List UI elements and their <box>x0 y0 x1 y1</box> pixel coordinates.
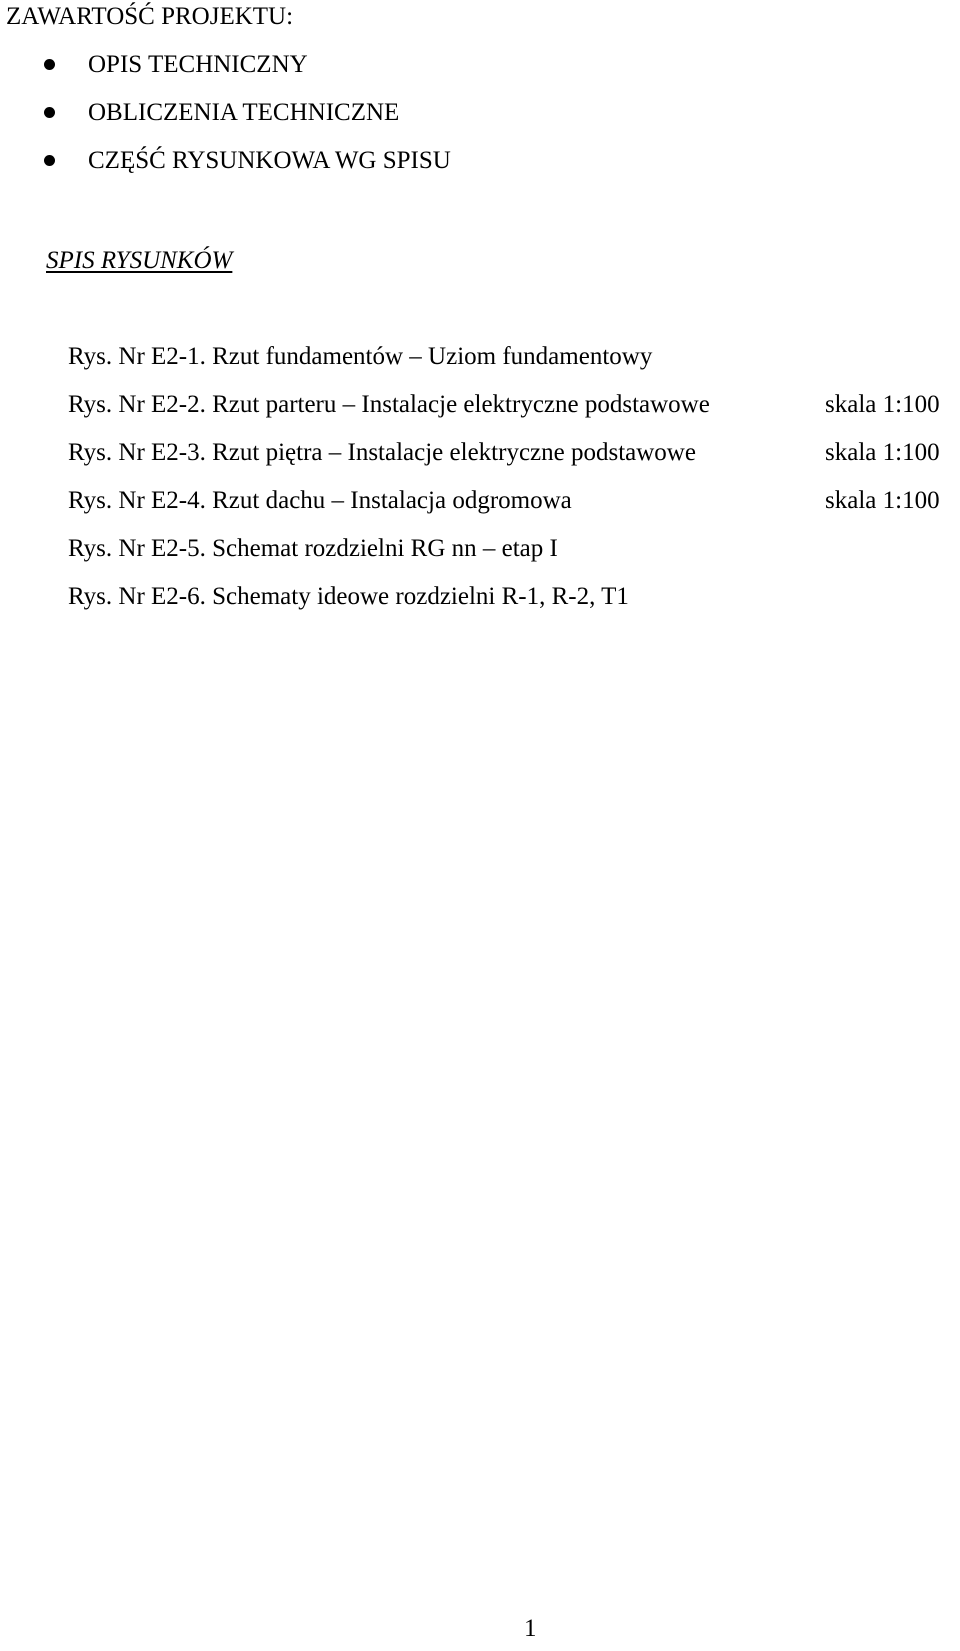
drawings-list-heading: SPIS RYSUNKÓW <box>46 247 233 274</box>
drawing-title: Rys. Nr E2-2. Rzut parteru – Instalacje elektryczne podstawowe <box>68 391 710 418</box>
bullet-icon <box>44 107 55 118</box>
drawings-list <box>0 342 960 630</box>
drawing-title: Rys. Nr E2-6. Schematy ideowe rozdzielni R-1, R-2, T1 <box>68 583 629 610</box>
contents-item-label: OPIS TECHNICZNY <box>88 51 308 78</box>
project-contents-title: ZAWARTOŚĆ PROJEKTU: <box>6 3 294 30</box>
drawing-scale: skala 1:100 <box>825 391 940 418</box>
contents-item-label: OBLICZENIA TECHNICZNE <box>88 99 400 126</box>
drawing-scale: skala 1:100 <box>825 439 940 466</box>
drawing-row <box>0 582 960 630</box>
contents-item-label: CZĘŚĆ RYSUNKOWA WG SPISU <box>88 147 451 174</box>
drawing-row <box>0 438 960 486</box>
drawing-row <box>0 390 960 438</box>
bullet-icon <box>44 59 55 70</box>
drawing-title: Rys. Nr E2-4. Rzut dachu – Instalacja odgromowa <box>68 487 572 514</box>
drawing-title: Rys. Nr E2-1. Rzut fundamentów – Uziom fundamentowy <box>68 343 653 370</box>
drawing-scale: skala 1:100 <box>825 487 940 514</box>
page-number: 1 <box>524 1615 537 1642</box>
drawing-row <box>0 534 960 582</box>
drawing-row <box>0 342 960 390</box>
bullet-icon <box>44 155 55 166</box>
drawing-title: Rys. Nr E2-3. Rzut piętra – Instalacje elektryczne podstawowe <box>68 439 696 466</box>
drawing-row <box>0 486 960 534</box>
drawing-title: Rys. Nr E2-5. Schemat rozdzielni RG nn – etap I <box>68 535 558 562</box>
